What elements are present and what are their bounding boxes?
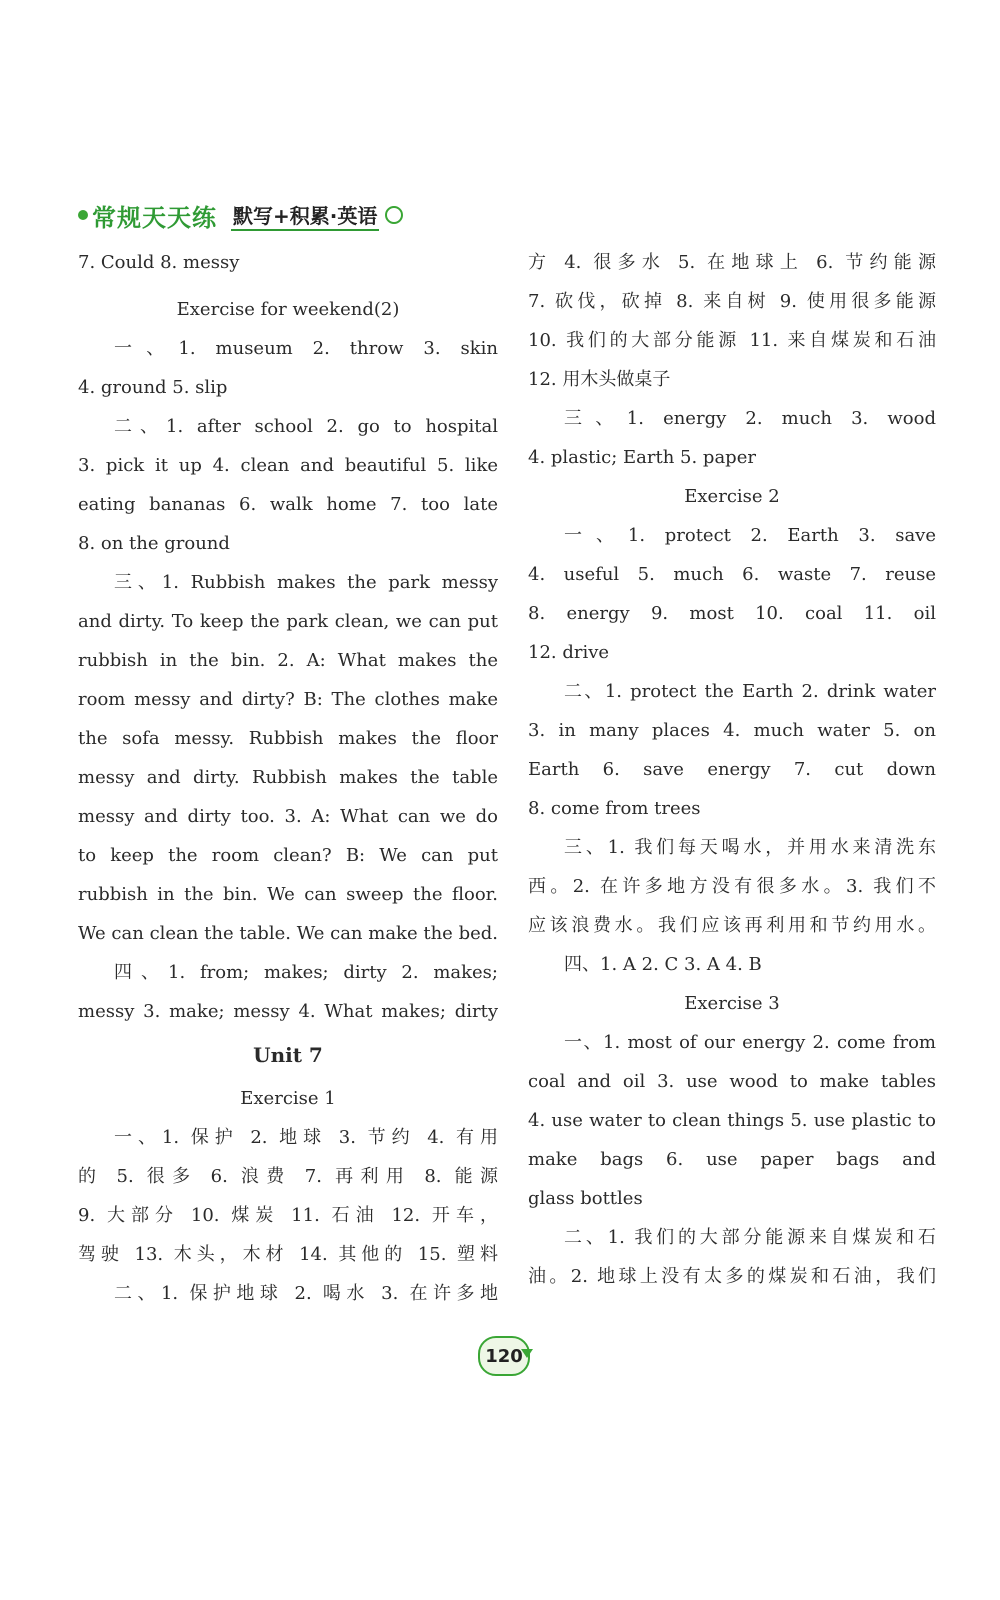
header-title: 常规天天练 xyxy=(92,203,217,232)
header-subtitle: 默写+积累·英语 xyxy=(231,200,379,231)
text-line: and dirty. To keep the park clean, we can put xyxy=(78,611,498,632)
text-line: 的 5. 很多 6. 浪费 7. 再利用 8. 能源 xyxy=(78,1166,498,1187)
text-line: coal and oil 3. use wood to make tables xyxy=(528,1071,936,1092)
text-line: 油。2. 地球上没有太多的煤炭和石油，我们 xyxy=(528,1266,936,1287)
text-line: rubbish in the bin. 2. A: What makes the xyxy=(78,650,498,671)
text-line: 方 4. 很多水 5. 在地球上 6. 节约能源 xyxy=(528,252,936,273)
text-line: 一、1. most of our energy 2. come from xyxy=(564,1032,936,1053)
page-header xyxy=(78,198,418,232)
text-line: 8. come from trees xyxy=(528,798,701,819)
text-line: 四、1. from; makes; dirty 2. makes; xyxy=(114,962,498,983)
text-line: 三、1. 我们每天喝水，并用水来清洗东 xyxy=(564,837,936,858)
text-line: 驾驶 13. 木头，木材 14. 其他的 15. 塑料 xyxy=(78,1244,498,1265)
text-line: 4. ground 5. slip xyxy=(78,377,228,398)
text-line: 二、1. 我们的大部分能源来自煤炭和石 xyxy=(564,1227,936,1248)
text-line: Earth 6. save energy 7. cut down xyxy=(528,759,936,780)
text-line: We can clean the table. We can make the bed. xyxy=(78,923,498,944)
text-line: 四、1. A 2. C 3. A 4. B xyxy=(564,954,762,975)
text-line: 二、1. 保护地球 2. 喝水 3. 在许多地 xyxy=(114,1283,498,1304)
text-line: room messy and dirty? B: The clothes make xyxy=(78,689,498,710)
text-line: 4. use water to clean things 5. use plastic to xyxy=(528,1110,936,1131)
text-line: 一、1. museum 2. throw 3. skin xyxy=(114,338,498,359)
text-line: 应该浪费水。我们应该再利用和节约用水。 xyxy=(528,915,936,936)
text-line: eating bananas 6. walk home 7. too late xyxy=(78,494,498,515)
text-line: 一、1. 保护 2. 地球 3. 节约 4. 有用 xyxy=(114,1127,498,1148)
text-line: 三、1. Rubbish makes the park messy xyxy=(114,572,498,593)
text-line: 4. plastic; Earth 5. paper xyxy=(528,447,756,468)
text-line: to keep the room clean? B: We can put xyxy=(78,845,498,866)
section-title: Exercise for weekend(2) xyxy=(176,299,400,320)
text-line: make bags 6. use paper bags and xyxy=(528,1149,936,1170)
page-number: 120 xyxy=(478,1336,530,1376)
clock-icon xyxy=(385,206,403,224)
text-line: 7. 砍伐，砍掉 8. 来自树 9. 使用很多能源 xyxy=(528,291,936,312)
text-line: messy and dirty. Rubbish makes the table xyxy=(78,767,498,788)
text-line: messy 3. make; messy 4. What makes; dirty xyxy=(78,1001,498,1022)
left-column xyxy=(78,243,498,1313)
text-line: the sofa messy. Rubbish makes the floor xyxy=(78,728,498,749)
text-line: 三、1. energy 2. much 3. wood xyxy=(564,408,936,429)
text-line: 9. 大部分 10. 煤炭 11. 石油 12. 开车， xyxy=(78,1205,498,1226)
section-title: Exercise 2 xyxy=(684,486,780,507)
text-line: 12. 用木头做桌子 xyxy=(528,369,671,390)
text-line: 4. useful 5. much 6. waste 7. reuse xyxy=(528,564,936,585)
text-line: 8. on the ground xyxy=(78,533,230,554)
text-line: messy and dirty too. 3. A: What can we do xyxy=(78,806,498,827)
arrow-down-icon xyxy=(521,1349,533,1358)
text-line: 12. drive xyxy=(528,642,610,663)
section-title: Exercise 3 xyxy=(684,993,780,1014)
text-line: 8. energy 9. most 10. coal 11. oil xyxy=(528,603,936,624)
unit-heading: Unit 7 xyxy=(253,1043,323,1067)
section-title: Exercise 1 xyxy=(240,1088,336,1109)
text-line: 二、1. after school 2. go to hospital xyxy=(114,416,498,437)
leaf-icon xyxy=(78,210,88,220)
text-line: 10. 我们的大部分能源 11. 来自煤炭和石油 xyxy=(528,330,936,351)
text-line: 7. Could 8. messy xyxy=(78,252,240,273)
text-line: 3. pick it up 4. clean and beautiful 5. like xyxy=(78,455,498,476)
text-line: 二、1. protect the Earth 2. drink water xyxy=(564,681,936,702)
text-line: 一、1. protect 2. Earth 3. save xyxy=(564,525,936,546)
text-line: glass bottles xyxy=(528,1188,643,1209)
text-line: rubbish in the bin. We can sweep the floor. xyxy=(78,884,498,905)
right-column xyxy=(528,243,936,1296)
text-line: 西。2. 在许多地方没有很多水。3. 我们不 xyxy=(528,876,936,897)
text-line: 3. in many places 4. much water 5. on xyxy=(528,720,936,741)
